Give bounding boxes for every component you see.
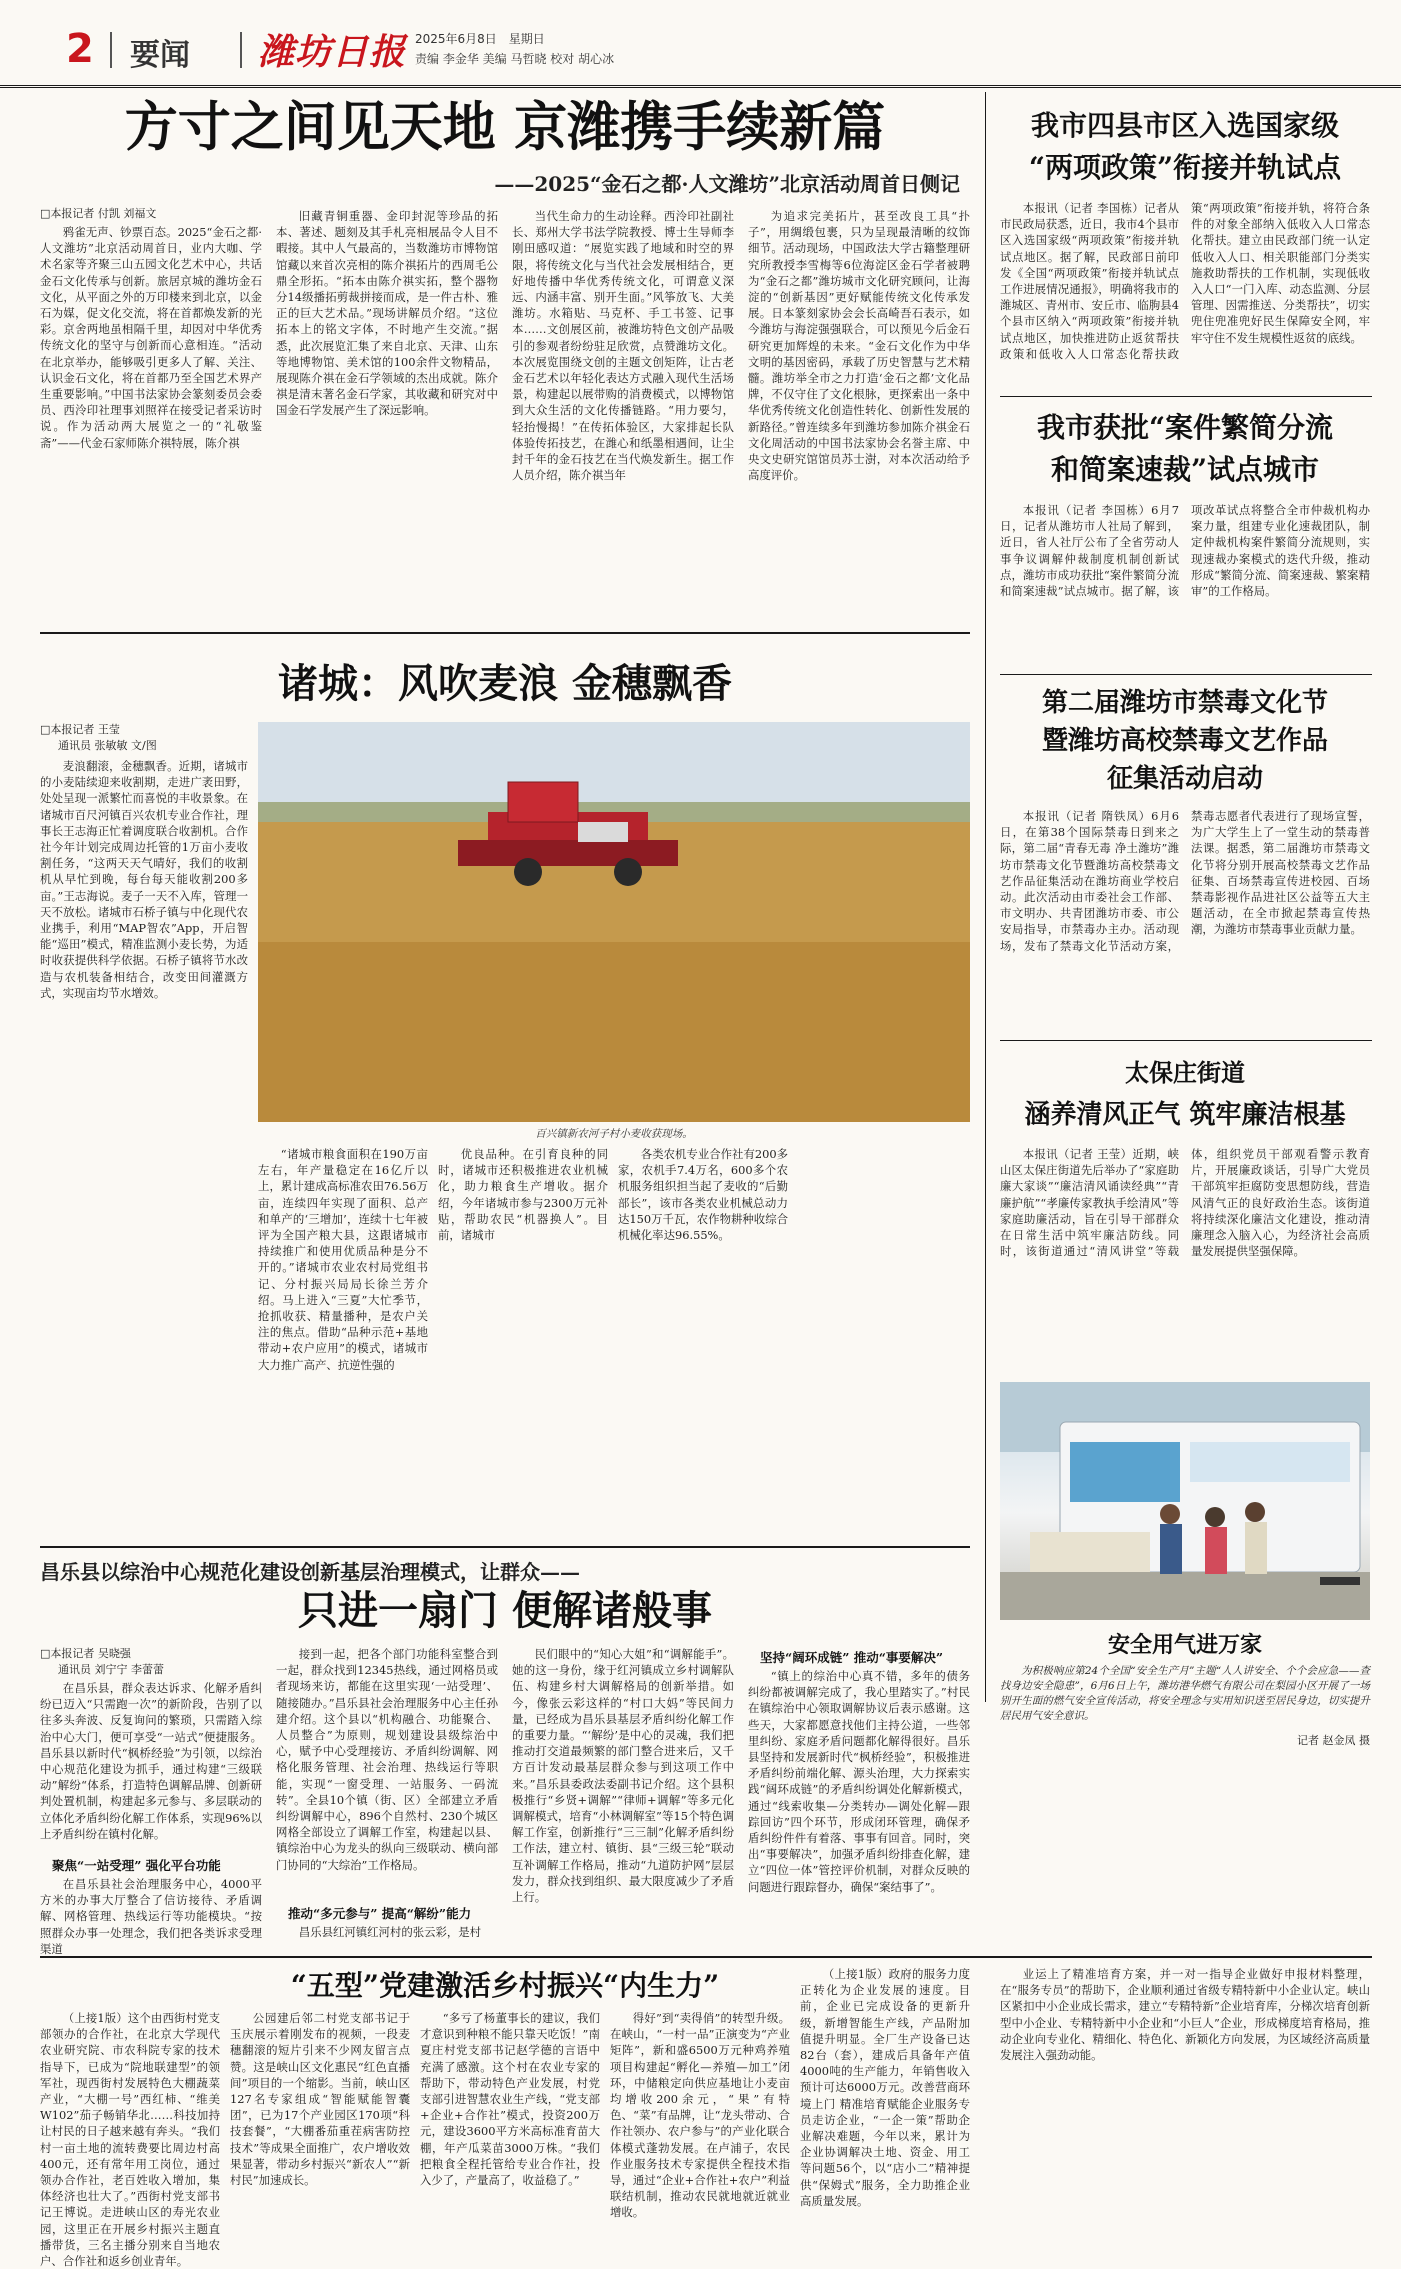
right-story2-headline-line1: 我市获批“案件繁简分流	[1036, 411, 1334, 444]
right-story4-body: 本报讯（记者 王莹）近期，峡山区太保庄街道先后举办了“家庭助廉大家谈”“廉洁清风诵读经典”“青廉护航”“孝廉传家教执手绘清风”等家庭助廉活动，旨在引导干部群众在日常生活中筑牢廉洁防线。同时，该街道通过“清风讲堂”等载体，组织党员干部观看警示教育片，开展廉政谈话，引导广大党员干部筑牢拒腐防变思想防线，营造风清气正的良好政治生态。该街道将持续深化廉洁文化建设，推动清廉理念入脑入心，为经济社会高质量发展提供坚强保障。	[1000, 1147, 1370, 1259]
gas-safety-photo	[1000, 1382, 1370, 1620]
bottom-column-1: （上接1版）这个由西街村党支部领办的合作社，在北京大学现代农业研究院、市农科院专家的技术指导下，已成为“院地联建型”的领军社，现西街村发展特色大棚蔬菜产业，“大棚一号”西红柿、“维美W102”茄子畅销华北……科技加持让村民的日子越来越有奔头。“我们村一亩土地的流转费要比周边村高400元，还有常年用工岗位，通过领办合作社，老百姓收入增加，集体经济也壮大了。”西街村党支部书记王博说。走进峡山区的寿光农业园，这里正在开展乡村振兴主题直播带货，三名主播分别来自当地农户、合作社和返乡创业青年。	[40, 2011, 220, 2269]
column-divider	[985, 92, 986, 1702]
governance-column-4: “镇上的综治中心真不错，多年的债务纠纷都被调解完成了，我心里踏实了。”村民在镇综治中心领取调解协议后表示感谢。这些天，大家都愿意找他们主持公道，一些邻里纠纷、家庭矛盾问题都化解得很好。昌乐县坚持和发展新时代“枫桥经验”，积极推进矛盾纠纷前端化解、源头治理，大力探索实践“阔环成链”的矛盾纠纷调处化解新模式，通过“线索收集—分类转办—调处化解—跟踪回访”四个环节，形成闭环管理，确保矛盾纠纷件件有着落、事事有回音。同时，突出“事要解决”，加强矛盾纠纷排查化解，建立“四位一体”管控评价机制，对群众反映的问题进行跟踪督办，确保“案结事了”。	[748, 1669, 970, 1894]
feature-column-4: 各类农机专业合作社有200多家，农机手7.4万名，600多个农机服务组织担当起了麦收的“后勤部长”，该市各类农业机械总动力达150万千瓦，农作物耕种收综合机械化率达96.55%。	[618, 1147, 788, 1243]
feature-column-1: 麦浪翻滚，金穗飘香。近期，诸城市的小麦陆续迎来收割期，走进广袤田野，处处呈现一派繁忙而喜悦的丰收景象。在诸城市百尺河镇百兴农机专业合作社，理事长王志海正忙着调度联合收割机。合作社今年计划完成周边托管的1万亩小麦收割任务，“这两天天气晴好，我们的收割机从早忙到晚，每台每天能收割200多亩。”王志海说。麦子一天不入库，管理一天不放松。诸城市石桥子镇与中化现代农业携手，利用“MAP智农”App，开启智能“巡田”模式，精准监测小麦长势，为适时收获提供科学依据。石桥子镇将节水改造与农机装备相结合，改变田间灌溉方式，实现亩均节水增效。	[40, 759, 248, 1000]
right-story4-kicker: 太保庄街道	[1125, 1058, 1245, 1087]
divider	[1000, 396, 1372, 397]
feature-column-3: 优良品种。在引育良种的同时，诸城市还积极推进农业机械化，助力粮食生产增收。据介绍，今年诸城市参与2300万元补贴，帮助农民“机器换人”。目前，诸城市	[438, 1147, 608, 1243]
feature-byline-1: □本报记者 王莹	[40, 723, 120, 736]
lead-headline: 方寸之间见天地 京潍携手续新篇	[124, 96, 886, 158]
masthead-separator	[240, 32, 242, 68]
issue-date: 2025年6月8日 星期日	[415, 32, 545, 46]
bottom-column-3: “多亏了杨董事长的建议，我们才意识到种粮不能只靠天吃饭！”南夏庄村党支部书记赵学德的言语中充满了感激。这个村在农业专家的帮助下，带动特色产业发展，村党支部引进智慧农业生产线，“党支部+企业+合作社”模式，投资200万元，建设3600平方米高标准育苗大棚，年产瓜菜苗3000万株。“我们把粮食全程托管给专业合作社，投入少了，产量高了，收益稳了。”	[420, 2011, 600, 2188]
right-story3-headline-line1: 第二届潍坊市禁毒文化节	[1041, 688, 1328, 718]
feature-photo-caption: 百兴镇新农河子村小麦收获现场。	[535, 1128, 693, 1140]
governance-subhead-3: 坚持“阔环成链” 推动“事要解决”	[760, 1650, 944, 1665]
lead-column-3: 当代生命力的生动诠释。西泠印社副社长、郑州大学书法学院教授、博士生导师李刚田感叹道：“展览实践了地域和时空的界限，将传统文化与当代社会发展相结合，更好地传播中华优秀传统文化，可谓意义深远、内涵丰富、别开生面。”风筝放飞、大美潍坊。水箱贴、马克杯、手工书签、记事本……文创展区前，被潍坊特色文创产品吸引的参观者纷纷驻足欣赏，点赞潍坊文化。本次展览围绕文创的主题文创矩阵，让古老金石艺术以年轻化表达方式融入现代生活场景，构建起以展带购的消费模式，以博物馆到大众生活的文化传播链路。“用力要匀，轻抬慢揭！”在传拓体验区，大家排起长队体验传拓技艺，在潍心和纸墨相遇间，让尘封千年的金石技艺在当代焕发新生。据工作人员介绍，陈介祺当年	[512, 209, 734, 483]
masthead	[0, 0, 1401, 88]
bottom-column-6: 业运上了精准培育方案，并一对一指导企业做好申报材料整理，在“服务专员”的帮助下，企业顺利通过省级专精特新中小企业认定。峡山区紧扣中小企业成长需求，建立“专精特新”企业培育库，分梯次培育创新型中小企业、专精特新中小企业和“小巨人”企业，形成梯度培育格局，推动企业向专业化、精细化、特色化、新颖化方向发展，为区域经济高质量发展注入强劲动能。	[1000, 1967, 1370, 2063]
right-story3-body: 本报讯（记者 隋铁凤）6月6日，在第38个国际禁毒日到来之际，第二届“青春无毒 净土潍坊”潍坊市禁毒文化节暨潍坊高校禁毒文艺作品征集活动在潍坊商业学校启动。此次活动由市委社会工作部、市文明办、共青团潍坊市委、市公安局指导，市禁毒办主办。活动现场，发布了禁毒文化节活动方案，禁毒志愿者代表进行了现场宣誓，为广大学生上了一堂生动的禁毒普法课。据悉，第二届潍坊市禁毒文化节将分别开展高校禁毒文艺作品征集、百场禁毒宣传进校园、百场禁毒影视作品进社区公益等五大主题活动，在全市掀起禁毒宣传热潮，为潍坊市禁毒事业贡献力量。	[1000, 809, 1370, 953]
governance-column-1b: 在昌乐县社会治理服务中心，4000平方米的办事大厅整合了信访接待、矛盾调解、网格管理、热线运行等功能模块。“按照群众办事一处理念，我们把各类诉求受理渠道	[40, 1877, 262, 1956]
section-name: 要闻	[130, 38, 190, 73]
governance-column-2: 接到一起，把各个部门功能科室整合到一起，群众找到12345热线，通过网格员或者现场来访，都能在这里实现‘一站受理’、随接随办。”昌乐县社会治理服务中心主任孙建介绍。这个县以“机构融合、功能聚合、人员整合”为原则，规划建设县级综治中心，赋予中心受理接访、矛盾纠纷调解、网格化服务管理、社会治理、热线运行等职能，实现“一窗受理、一站服务、一码流转”。全县10个镇（街、区）全部建立矛盾纠纷调解中心，896个自然村、230个城区网格全部设立了调解工作室，构建起以县、镇综治中心为龙头的纵向三级联动、横向部门协同的“大综治”工作格局。	[276, 1647, 498, 1872]
photo-caption-title: 安全用气进万家	[1107, 1632, 1262, 1658]
governance-subhead-1: 聚焦“一站受理” 强化平台功能	[52, 1858, 221, 1873]
bottom-column-4: 得好”到“卖得俏”的转型升级。在峡山，“一村一品”正演变为“产业矩阵”，新和盛6500万元种鸡养殖项目构建起“孵化—养殖—加工”闭环，中储粮定向供应基地让小麦亩均增收200余元，“果”有特色、“菜”有品牌，让“龙头带动、合作社领办、农户参与”的产业化联合体模式蓬勃发展。在卢浦子，农民作业服务技术专家提供全程技术指导，通过“企业+合作社+农户”利益联结机制，推动农民就地就近就业增收。	[610, 2011, 790, 2220]
governance-byline-1: □本报记者 吴晓强	[40, 1647, 131, 1660]
divider	[40, 632, 970, 634]
right-story3-headline-line2: 暨潍坊高校禁毒文艺作品	[1041, 726, 1328, 756]
gas-safety-photo-illustration	[1000, 1382, 1370, 1620]
governance-kicker: 昌乐县以综治中心规范化建设创新基层治理模式，让群众——	[40, 1560, 580, 1584]
governance-byline-2: 通讯员 刘宁宁 李蕾蕾	[58, 1663, 164, 1676]
page-number: 2	[66, 26, 94, 72]
bottom-headline: “五型”党建激活乡村振兴“内生力”	[290, 1969, 720, 2002]
right-story1-headline-line2: “两项政策”衔接并轨试点	[1028, 151, 1342, 184]
lead-subheadline: ——2025“金石之都·人文潍坊”北京活动周首日侧记	[494, 172, 960, 196]
divider	[40, 1956, 1372, 1958]
right-story1-body: 本报讯（记者 李国栋）记者从市民政局获悉，近日，我市4个县市区入选国家级“两项政策”衔接并轨试点地区。据了解，民政部日前印发《全国“两项政策”衔接并轨试点工作进展情况通报》，明确将我市的潍城区、青州市、安丘市、临朐县4个县市区纳入“两项政策”衔接并轨试点地区，加快推进防止返贫帮扶政策和低收入人口常态化帮扶政策“两项政策”衔接并轨，将符合条件的对象全部纳入低收入人口常态化帮扶。建立由民政部门统一认定低收入人口、相关职能部门分类实施救助帮扶的工作机制，实现低收入人口“一门入库、动态监测、分层管理、因需推送、分类帮扶”，切实兜住兜准兜好民生保障安全网，牢牢守住不发生规模性返贫的底线。	[1000, 201, 1370, 361]
lead-byline: □本报记者 付凯 刘福文	[40, 207, 157, 220]
feature-column-2: “诸城市粮食面积在190万亩左右，年产量稳定在16亿斤以上，累计建成高标准农田76.56万亩，连续四年实现了面积、总产和单产的‘三增加’，连续十七年被评为全国产粮大县，这跟诸城市持续推广和使用优质品种是分不开的。”诸城市农业农村局党组书记、分村振兴局局长徐兰芳介绍。马上进入“三夏”大忙季节，抢抓收获、精量播种，是农户关注的焦点。借助“品种示范+基地带动+农户应用”的模式，诸城市大力推广高产、抗逆性强的	[258, 1147, 428, 1372]
right-story2-headline-line2: 和简案速裁”试点城市	[1050, 453, 1320, 486]
lead-column-2: 旧藏青铜重器、金印封泥等珍品的拓本、著述、题刻及其手札亮相展品令人目不暇接。其中人气最高的，当数潍坊市博物馆馆藏以来首次亮相的陈介祺拓片的西周毛公鼎全形拓。“拓本由陈介祺实拓，整个器物分14级播拓剪裁拼接而成，是一件古朴、雅正的巨大艺术品。”现场讲解员介绍。“这位拓本上的铭文字体，不时地产生交流。”据悉，此次展览汇集了来自北京、天津、山东等地博物馆、美术馆的100余件文物精品，展现陈介祺在金石学领域的杰出成就。陈介祺是清末著名金石学家，其收藏和研究对中国金石学发展产生了深远影响。	[276, 209, 498, 418]
photo-caption: 为积极响应第24个全国“安全生产月”主题“人人讲安全、个个会应急——查找身边安全隐患”，6月6日上午，潍坊港华燃气有限公司在梨园小区开展了一场别开生面的燃气安全宣传活动，将安全理念与实用知识送至居民身边，切实提升居民用气安全意识。	[1000, 1665, 1370, 1722]
lead-column-1: 鸦雀无声、钞票百态。2025“金石之都·人文潍坊”北京活动周首日，业内大咖、学术名家等齐聚三山五园文化艺术中心，共话金石文化传承与创新。旅居京城的潍坊金石文化，从平面之外的万印楼来到北京，以金石为媒，促文化交流，将在首都焕发新的光彩。京舍两地虽相隔千里，却因对中华优秀传统文化的坚守与创新而心意相连。“活动在北京举办，能够吸引更多人了解、关注、认识金石文化，将在首都乃至全国艺术界产生重要影响。”中国书法家协会篆刻委员会委员、西泠印社理事刘照祥在接受记者采访时说。作为活动两大展览之一的“礼敬鉴斋”——代金石家师陈介祺特展，陈介祺	[40, 225, 262, 450]
photo-credit: 记者 赵金凤 摄	[1297, 1734, 1370, 1747]
governance-column-3: 民们眼中的“知心大姐”和“调解能手”。她的这一身份，缘于红河镇成立乡村调解队伍、构建乡村大调解格局的创新举措。如今，像张云彩这样的“村口大妈”等民间力量，已经成为昌乐县基层矛盾纠纷化解工作的重要力量。“‘解纷’是中心的灵魂，我们把推动打交道最频繁的部门整合进来后，又千方百计发动最基层群众参与到这项工作中来。”昌乐县委政法委副书记介绍。这个县积极推行“乡贤+调解”“律师+调解”等多元化调解模式，培育“小林调解室”等15个特色调解工作室，创新推行“三三制”化解矛盾纠纷工作法，建立村、镇街、县“三级三轮”联动互补调解工作格局，推动“九道防护网”层层发力，群众找到组织、最大限度减少了矛盾上行。	[512, 1647, 734, 1905]
governance-column-1: 在昌乐县，群众表达诉求、化解矛盾纠纷已迈入“只需跑一次”的新阶段，告别了以往多头奔波、反复询问的繁琐，只需踏入综治中心大门，便可享受“一站式”便捷服务。昌乐县以新时代“枫桥经验”为引领，以综治中心规范化建设为抓手，通过构建“三级联动”解纷“体系，打造特色调解品牌、创新研判处置机制，构建起多元参与、多层联动的立体化矛盾纠纷化解工作体系，实现96%以上矛盾纠纷在镇村化解。	[40, 1681, 262, 1841]
governance-column-2b: 昌乐县红河镇红河村的张云彩，是村	[298, 1925, 482, 1939]
masthead-separator	[110, 32, 112, 68]
divider	[1000, 674, 1372, 675]
bottom-column-2: 公园建后邻二村党支部书记于玉庆展示着刚发布的视频，一段麦穗翻滚的短片引来不少网友留言点赞。这是峡山区文化惠民“红色直播间”项目的一个缩影。当前，峡山区127名专家组成“智能赋能智囊团”，已为17个产业园区170项“科技套餐”，“大棚番茄重茬病害防控技术”等成果全面推广，农户增收效果显著，带动乡村振兴“新农人”“新村民”加速成长。	[230, 2011, 410, 2188]
governance-headline: 只进一扇门 便解诸般事	[298, 1587, 712, 1634]
divider	[40, 1546, 970, 1548]
right-story3-headline-line3: 征集活动启动	[1106, 764, 1263, 794]
right-story1-headline-line1: 我市四县市区入选国家级	[1030, 109, 1339, 142]
wheat-harvest-photo	[258, 722, 970, 1122]
wheat-harvest-illustration	[258, 722, 970, 1122]
right-story2-body: 本报讯（记者 李国栋）6月7日，记者从潍坊市人社局了解到，近日，省人社厅公布了全省劳动人事争议调解仲裁制度机制创新试点，潍坊市成功获批“案件繁简分流和简案速裁”试点城市。据了解，该项改革试点将整合全市仲裁机构办案力量，组建专业化速裁团队，制定仲裁机构案件繁简分流规则，实现速裁办案模式的迭代升级，推动形成“繁简分流、简案速裁、繁案精审”的工作格局。	[1000, 503, 1370, 599]
divider	[1000, 1040, 1372, 1041]
right-story4-headline: 涵养清风正气 筑牢廉洁根基	[1024, 1100, 1346, 1130]
feature-headline: 诸城：风吹麦浪 金穗飘香	[278, 660, 732, 707]
bottom-column-5: （上接1版）政府的服务力度正转化为企业发展的速度。目前，企业已完成设备的更新升级，新增智能生产线，产品附加值提升明显。全厂生产设备已达82台（套），建成后具备年产值4000吨的生产能力，年销售收入预计可达6000万元。改善营商环境上门 精准培育赋能企业服务专员走访企业，“一企一策”帮助企业解决难题，今年以来，累计为企业协调解决土地、资金、用工等问题56个，以“店小二”精神提供“保姆式”服务，全力助推企业高质量发展。	[800, 1967, 970, 2208]
editors-credit: 责编 李金华 美编 马哲晓 校对 胡心冰	[415, 52, 615, 66]
governance-subhead-2: 推动“多元参与” 提高“解纷”能力	[288, 1906, 472, 1921]
feature-byline-2: 通讯员 张敏敏 文/图	[58, 739, 157, 752]
paper-logo: 潍坊日报	[258, 31, 407, 73]
lead-column-4: 为追求完美拓片，甚至改良工具“扑子”，用绸缎包裹，只为呈现最清晰的纹饰细节。活动现场，中国政法大学古籍整理研究所教授李雪梅等6位海淀区金石学者被聘为“金石之都”潍坊城市文化研究顾问，让海淀的“创新基因”更好赋能传统文化传承发展。日本篆刻家协会会长高崎吾石表示，如今潍坊与海淀强强联合，可以预见今后金石研究更加辉煌的未来。“金石文化作为中华文明的基因密码，承载了历史智慧与艺术精髓。潍坊举全市之力打造‘金石之都’文化品牌，不仅守住了文化根脉，更探索出一条中华优秀传统文化创造性转化、创新性发展的新路径。”曾连续多年到潍坊参加陈介祺金石文化周活动的中国书法家协会名誉主席、中央文史研究馆馆员苏士澍，对本次活动给予高度评价。	[748, 209, 970, 483]
